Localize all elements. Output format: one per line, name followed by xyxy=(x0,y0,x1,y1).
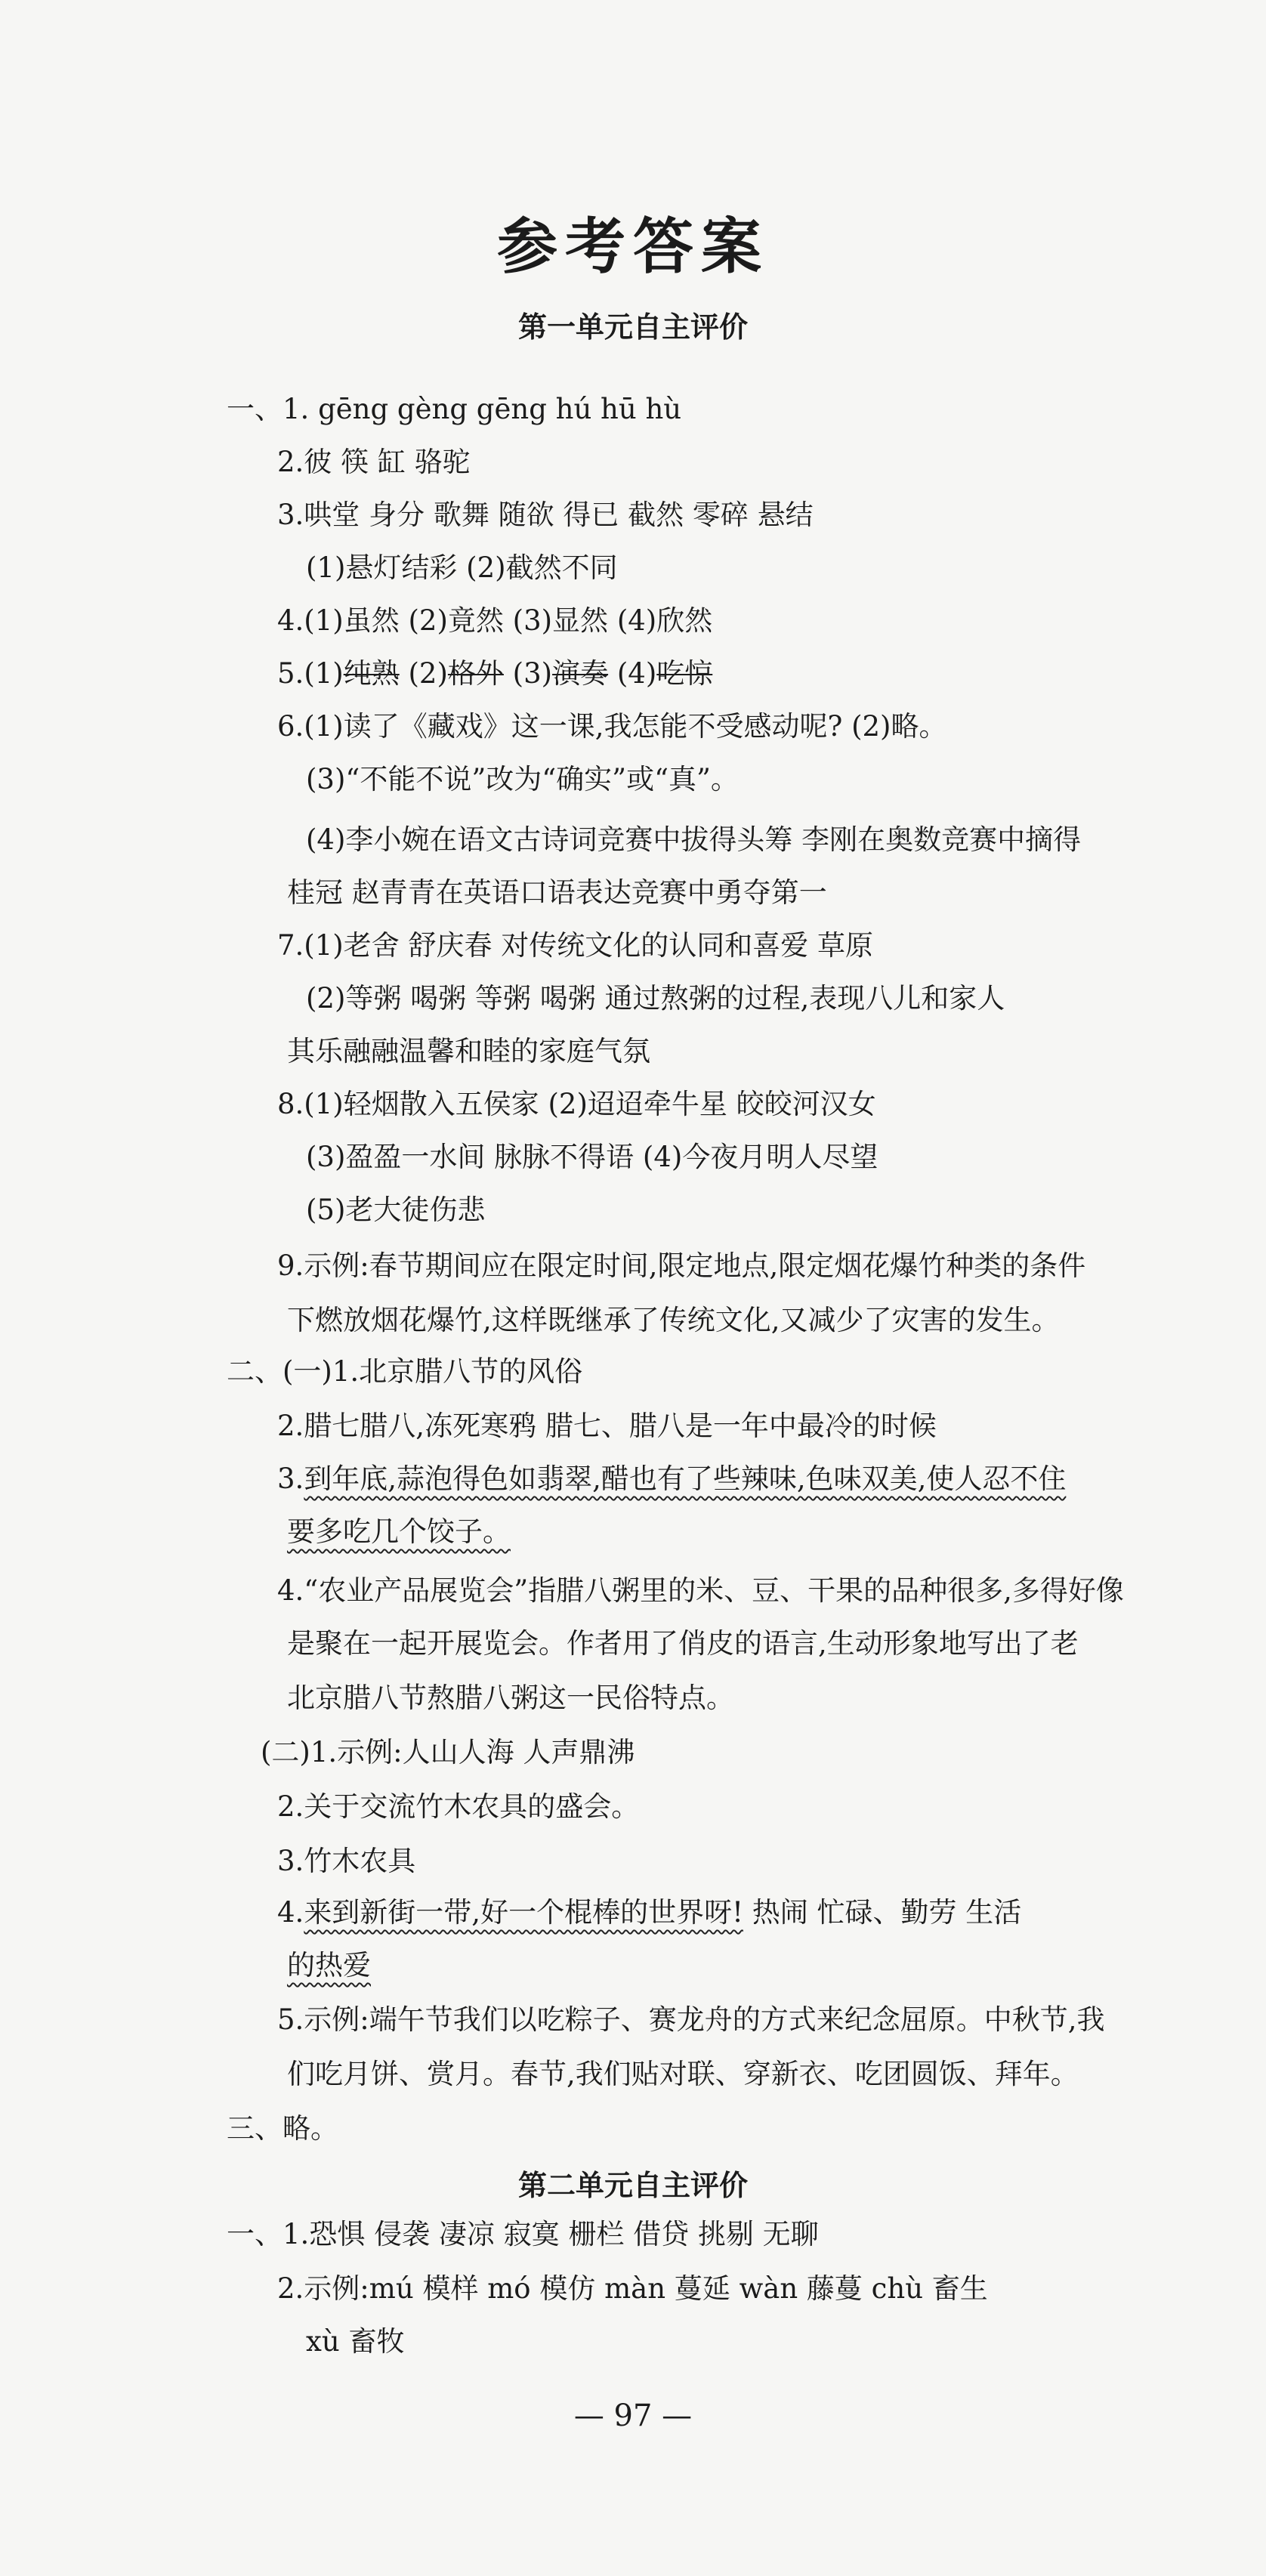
answer-line: 三、略。 xyxy=(227,2112,338,2145)
answer-line: 是聚在一起开展览会。作者用了俏皮的语言,生动形象地写出了老 xyxy=(287,1627,1079,1660)
answer-line: 北京腊八节熬腊八粥这一民俗特点。 xyxy=(287,1682,734,1714)
answer-line: 3.竹木农具 xyxy=(277,1845,416,1877)
answer-line: (1)悬灯结彩 (2)截然不同 xyxy=(306,551,618,584)
q5-number: 5. xyxy=(277,657,304,690)
answer-line: (3)“不能不说”改为“确实”或“真”。 xyxy=(306,763,739,795)
answer-line: 8.(1)轻烟散入五侯家 (2)迢迢牵牛星 皎皎河汉女 xyxy=(277,1088,876,1120)
answer-line: 们吃月饼、赏月。春节,我们贴对联、穿新衣、吃团圆饭、拜年。 xyxy=(287,2058,1079,2090)
page-title: 参考答案 xyxy=(497,211,769,282)
answer-line: 3.哄堂 身分 歌舞 随欲 得已 截然 零碎 悬结 xyxy=(277,499,814,531)
answer-line: 9.示例:春节期间应在限定时间,限定地点,限定烟花爆竹种类的条件 xyxy=(277,1249,1086,1282)
answer-line: 7.(1)老舍 舒庆春 对传统文化的认同和喜爱 草原 xyxy=(277,929,873,962)
q4-number: 4. xyxy=(277,1896,304,1929)
answer-line: 5.示例:端午节我们以吃粽子、赛龙舟的方式来纪念屈原。中秋节,我 xyxy=(277,2003,1105,2036)
answer-q5 xyxy=(277,654,712,693)
answer-line: 二、(一)1.北京腊八节的风俗 xyxy=(227,1355,583,1388)
answer-line: 2.彼 筷 缸 骆驼 xyxy=(277,446,471,478)
answer-q4 xyxy=(277,1893,1021,1932)
answer-line: 4.“农业产品展览会”指腊八粥里的米、豆、干果的品种很多,多得好像 xyxy=(277,1574,1124,1607)
answer-line: (5)老大徒伤悲 xyxy=(306,1194,486,1226)
answer-line: 下燃放烟花爆竹,这样既继承了传统文化,又减少了灾害的发生。 xyxy=(287,1304,1060,1336)
unit2-heading: 第二单元自主评价 xyxy=(517,2168,748,2202)
answer-line: 4.(1)虽然 (2)竟然 (3)显然 (4)欣然 xyxy=(277,604,713,637)
q3-quote: 要多吃几个饺子。 xyxy=(287,1515,511,1548)
answer-line: 6.(1)读了《藏戏》这一课,我怎能不受感动呢? (2)略。 xyxy=(277,710,947,743)
answer-line: 一、1. gēng gèng gēng hú hū hù xyxy=(227,393,682,425)
answer-q3 xyxy=(277,1459,1066,1499)
q5-part: (3) xyxy=(503,657,553,690)
answer-line: 一、1.恐惧 侵袭 凄凉 寂寞 栅栏 借贷 挑剔 无聊 xyxy=(227,2218,819,2250)
q5-part: (2) xyxy=(399,657,448,690)
q3-quote: 到年底,蒜泡得色如翡翠,醋也有了些辣味,色味双美,使人忍不住 xyxy=(304,1463,1067,1495)
answer-q3-cont xyxy=(287,1512,511,1552)
unit1-heading: 第一单元自主评价 xyxy=(517,310,748,344)
answer-q4-cont xyxy=(287,1946,371,1985)
q5-answer: 演奏 xyxy=(552,657,609,690)
answer-line: (二)1.示例:人山人海 人声鼎沸 xyxy=(261,1736,635,1768)
q5-answer: 吃惊 xyxy=(656,657,713,690)
answer-line: 2.关于交流竹木农具的盛会。 xyxy=(277,1790,640,1823)
q5-answer: 格外 xyxy=(447,657,504,690)
q3-number: 3. xyxy=(277,1463,304,1495)
answer-line: 其乐融融温馨和睦的家庭气氛 xyxy=(287,1035,650,1067)
q4-quote: 来到新街一带,好一个棍棒的世界呀! xyxy=(304,1896,743,1929)
q5-part: (4) xyxy=(608,657,657,690)
answer-line: 桂冠 赵青青在英语口语表达竞赛中勇夺第一 xyxy=(287,876,827,909)
q4-rest: 热闹 忙碌、勤劳 生活 xyxy=(743,1896,1022,1929)
page-number: — 97 — xyxy=(573,2398,693,2433)
q4-quote: 的热爱 xyxy=(287,1949,371,1981)
answer-line: (3)盈盈一水间 脉脉不得语 (4)今夜月明人尽望 xyxy=(306,1141,878,1173)
q5-answer: 纯熟 xyxy=(343,657,400,690)
answer-line: (2)等粥 喝粥 等粥 喝粥 通过熬粥的过程,表现八儿和家人 xyxy=(306,982,1005,1015)
answer-line: 2.腊七腊八,冻死寒鸦 腊七、腊八是一年中最冷的时候 xyxy=(277,1410,937,1442)
q5-part: (1) xyxy=(304,657,344,690)
answer-line: 2.示例:mú 模样 mó 模仿 màn 蔓延 wàn 藤蔓 chù 畜生 xyxy=(277,2272,988,2305)
answer-line: (4)李小婉在语文古诗词竞赛中拔得头筹 李刚在奥数竞赛中摘得 xyxy=(306,823,1082,856)
answer-line: xù 畜牧 xyxy=(306,2325,405,2358)
